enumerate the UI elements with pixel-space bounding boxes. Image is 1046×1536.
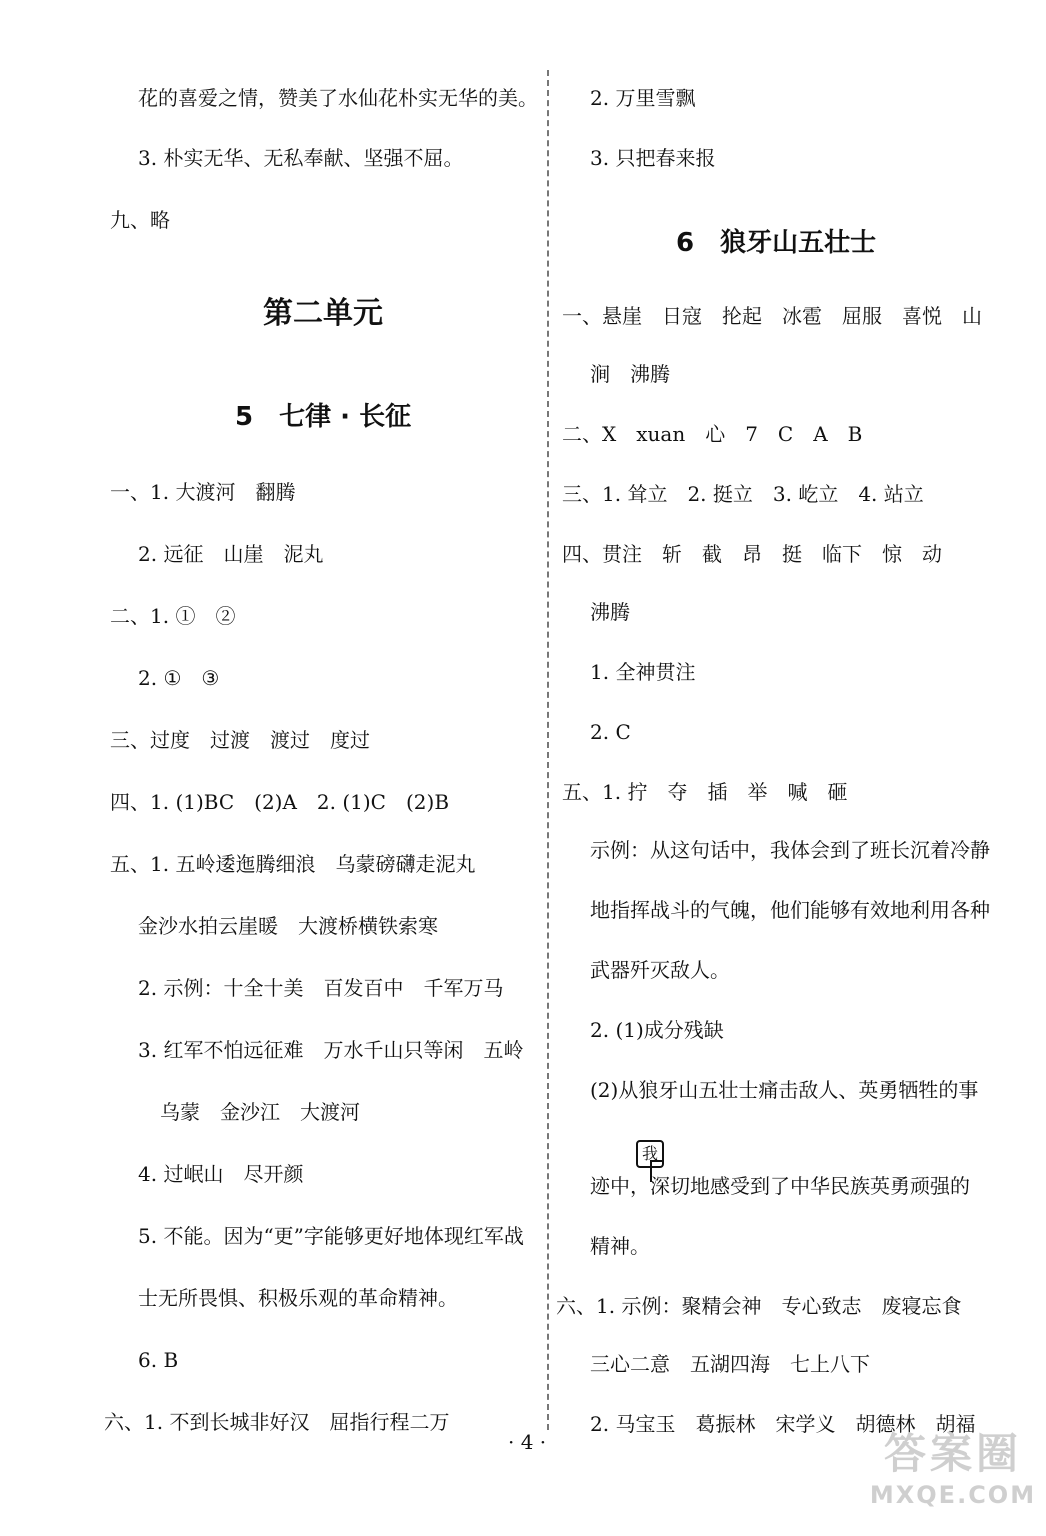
answer-line: 6. B — [138, 1348, 179, 1372]
lesson-title: 6 狼牙山五壮士 — [676, 228, 877, 258]
answer-line: 六、1. 不到长城非好汉 屈指行程二万 — [104, 1410, 450, 1434]
answer-line: 精神。 — [590, 1234, 650, 1258]
answer-line — [590, 1172, 970, 1200]
answer-line: 二、X xuan 心 7 C A B — [562, 422, 863, 446]
answer-line: 示例：从这句话中，我体会到了班长沉着冷静 — [590, 838, 990, 862]
answer-line: 5. 不能。因为“更”字能够更好地体现红军战 — [138, 1224, 524, 1248]
answer-line: 三、1. 耸立 2. 挺立 3. 屹立 4. 站立 — [562, 482, 924, 506]
answer-line: 3. 红军不怕远征难 万水千山只等闲 五岭 — [138, 1038, 524, 1062]
answer-line: 2. (1)成分残缺 — [590, 1018, 724, 1042]
answer-line: 乌蒙 金沙江 大渡河 — [160, 1100, 360, 1124]
line-part: 迹中， — [590, 1174, 650, 1198]
answer-line: 2. ① ③ — [138, 666, 220, 690]
answer-line: 一、1. 大渡河 翻腾 — [110, 480, 296, 504]
answer-line: 四、贯注 斩 截 昂 挺 临下 惊 动 — [562, 542, 942, 566]
answer-line: 4. 过岷山 尽开颜 — [138, 1162, 304, 1186]
answer-line: 二、1. ① ② — [110, 604, 236, 628]
answer-line: 2. 马宝玉 葛振林 宋学义 胡德林 胡福 — [590, 1412, 976, 1436]
answer-line: 3. 朴实无华、无私奉献、坚强不屈。 — [138, 146, 464, 170]
page-number: · 4 · — [508, 1430, 547, 1454]
answer-line: 九、略 — [110, 208, 170, 232]
answer-line: 六、1. 示例：聚精会神 专心致志 废寝忘食 — [556, 1294, 962, 1318]
answer-line: 三、过度 过渡 渡过 度过 — [110, 728, 370, 752]
lesson-title: 5 七律 · 长征 — [235, 402, 412, 432]
watermark-logo-text: 答案圈 — [883, 1429, 1022, 1478]
answer-line: 一、悬崖 日寇 抡起 冰雹 屈服 喜悦 山 — [562, 304, 982, 328]
answer-line: 金沙水拍云崖暖 大渡桥横铁索寒 — [138, 914, 438, 938]
watermark — [868, 1428, 1038, 1528]
watermark-url: MXQE.COM — [869, 1481, 1037, 1509]
answer-line: 三心二意 五湖四海 七上八下 — [590, 1352, 870, 1376]
answer-line: 五、1. 拧 夺 插 举 喊 砸 — [562, 780, 848, 804]
answer-line: 2. 远征 山崖 泥丸 — [138, 542, 324, 566]
answer-line: 涧 沸腾 — [590, 362, 670, 386]
answer-line: 地指挥战斗的气魄，他们能够有效地利用各种 — [590, 898, 990, 922]
answer-line: 2. 万里雪飘 — [590, 86, 696, 110]
answer-line: (2)从狼牙山五壮士痛击敌人、英勇牺牲的事 — [590, 1078, 979, 1102]
column-divider — [547, 70, 549, 1430]
answer-line: 士无所畏惧、积极乐观的革命精神。 — [138, 1286, 458, 1310]
answer-line: 四、1. (1)BC (2)A 2. (1)C (2)B — [110, 790, 450, 814]
answer-line: 花的喜爱之情，赞美了水仙花朴实无华的美。 — [138, 86, 538, 110]
answer-line: 沸腾 — [590, 600, 630, 624]
line-part: 深切地感受到了中华民族英勇顽强的 — [650, 1174, 970, 1198]
unit-title: 第二单元 — [263, 296, 383, 331]
answer-line: 3. 只把春来报 — [590, 146, 716, 170]
answer-line: 五、1. 五岭逶迤腾细浪 乌蒙磅礴走泥丸 — [110, 852, 476, 876]
answer-line: 2. 示例：十全十美 百发百中 千军万马 — [138, 976, 504, 1000]
inserted-word: 我 — [636, 1140, 664, 1168]
answer-line: 2. C — [590, 720, 631, 744]
answer-line: 1. 全神贯注 — [590, 660, 696, 684]
answer-line: 武器歼灭敌人。 — [590, 958, 730, 982]
